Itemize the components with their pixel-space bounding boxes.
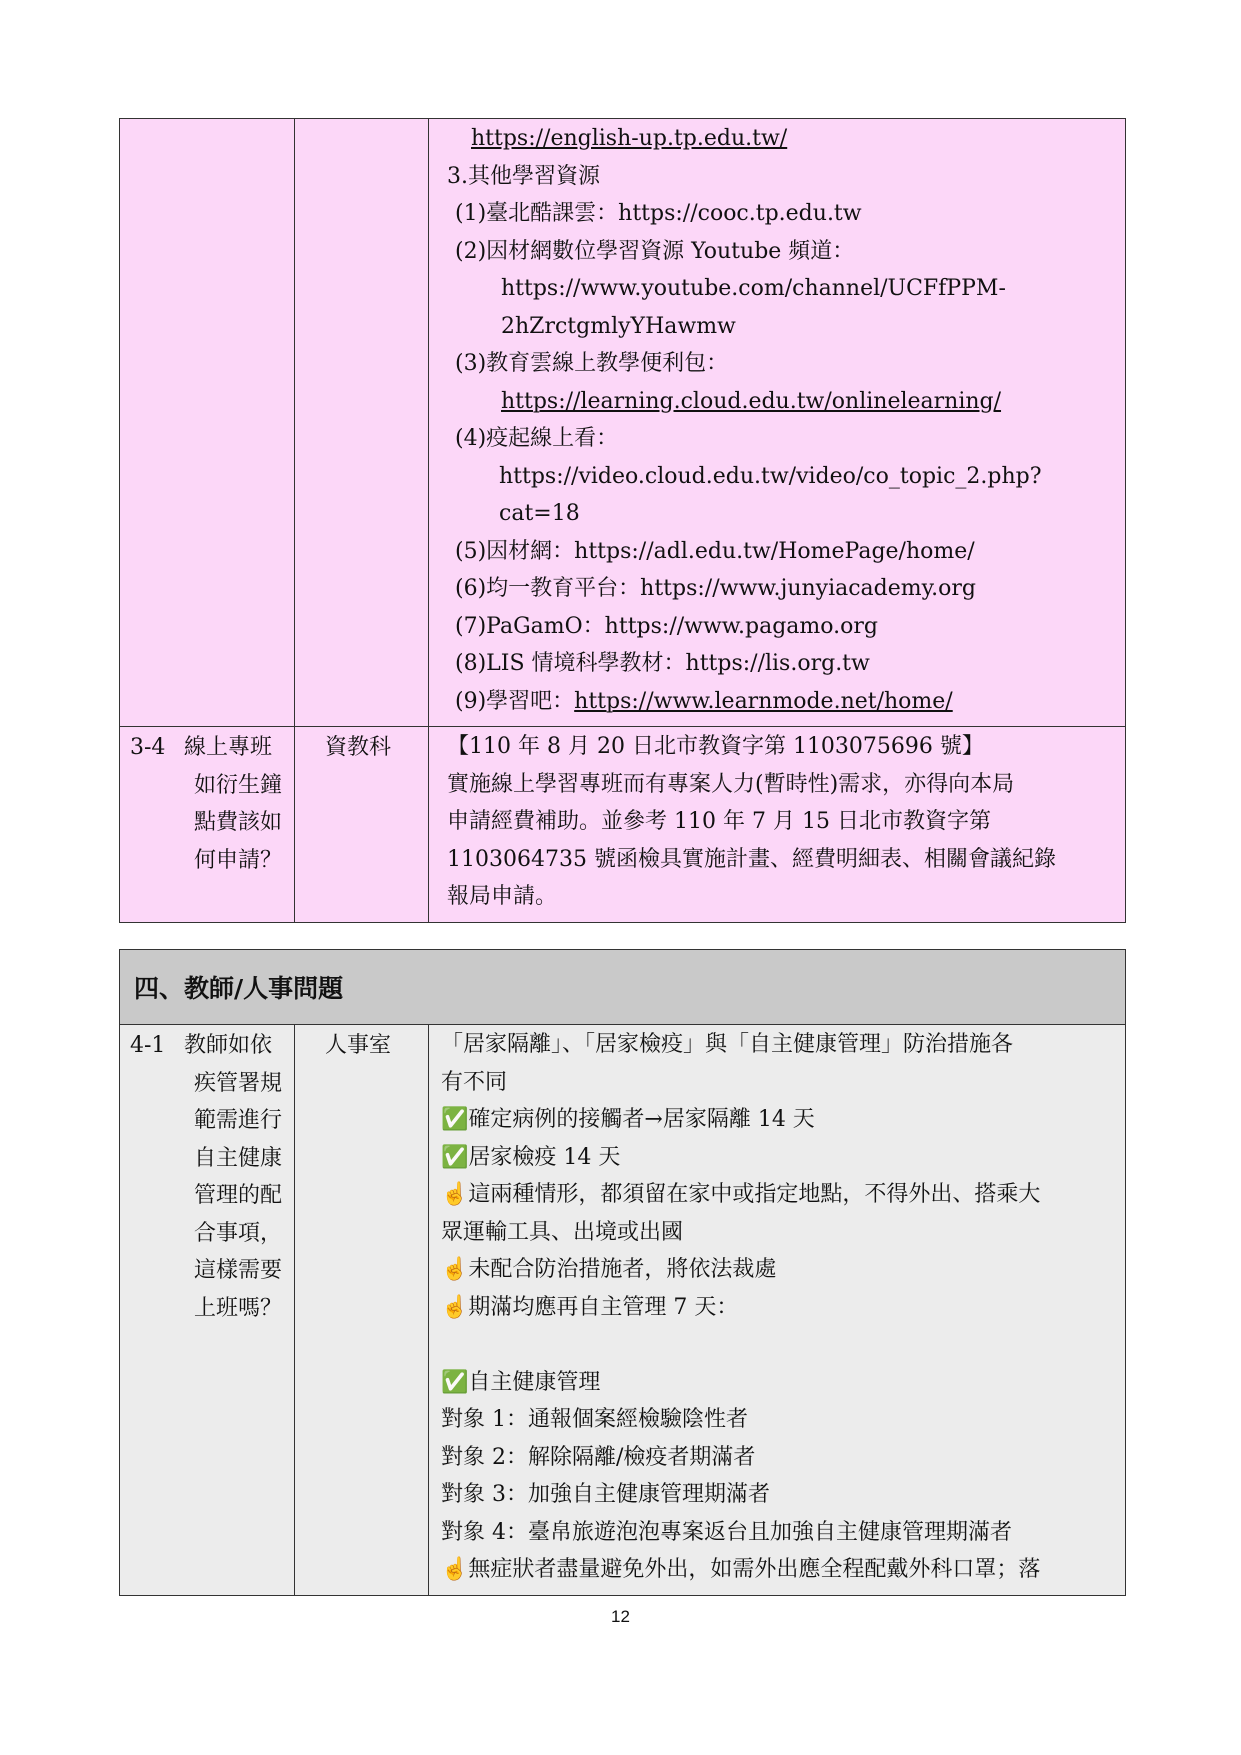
question-text: 點費該如 xyxy=(194,810,283,835)
list-item xyxy=(447,683,1119,721)
list-item: (3)教育雲線上教學便利包： xyxy=(455,351,729,376)
dept-cell xyxy=(295,1025,429,1596)
section-header-row xyxy=(120,950,1126,1025)
dept-name: 人事室 xyxy=(325,1033,392,1058)
question-text: 這樣需要 xyxy=(194,1258,283,1283)
list-item: https://www.youtube.com/channel/UCFfPPM- xyxy=(501,276,1006,301)
answer-line: 對象 4：臺帛旅遊泡泡專案返台且加強自主健康管理期滿者 xyxy=(441,1519,1012,1545)
question-cell-empty xyxy=(120,119,295,727)
list-item: 3.其他學習資源 xyxy=(447,163,600,189)
list-item: (4)疫起線上看： xyxy=(455,426,619,451)
question-number: 3-4 xyxy=(130,735,166,760)
question-first-line xyxy=(130,729,294,767)
blank-line xyxy=(441,1326,1119,1364)
answer-line: 對象 2：解除隔離/檢疫者期滿者 xyxy=(441,1444,756,1470)
answer-line: 眾運輸工具、出境或出國 xyxy=(441,1219,684,1245)
question-text: 範需進行 xyxy=(194,1108,283,1133)
list-item: (8)LIS 情境科學教材：https://lis.org.tw xyxy=(455,651,870,676)
answer-line: 有不同 xyxy=(441,1069,508,1095)
answer-line: 「居家隔離」、「居家檢疫」與「自主健康管理」防治措施各 xyxy=(441,1032,1014,1057)
answer-line: 實施線上學習專班而有專案人力(暫時性)需求，亦得向本局 xyxy=(447,771,1015,797)
question-first-line xyxy=(130,1027,294,1065)
link-learnmode[interactable]: https://www.learnmode.net/home/ xyxy=(574,688,953,714)
answer-line: ☝這兩種情形，都須留在家中或指定地點，不得外出、搭乘大 xyxy=(441,1182,1041,1207)
question-text: 何申請？ xyxy=(194,847,283,873)
answer-line: ✅居家檢疫 14 天 xyxy=(441,1144,621,1170)
table-continued xyxy=(119,118,1126,923)
question-text: 疾管署規 xyxy=(194,1070,283,1096)
link-onlinelearning[interactable]: https://learning.cloud.edu.tw/onlinelearning/ xyxy=(501,388,1002,414)
list-item: (2)因材網數位學習資源 Youtube 頻道： xyxy=(455,238,855,264)
answer-cell xyxy=(429,119,1126,727)
question-text: 合事項， xyxy=(194,1220,283,1246)
page-number: 12 xyxy=(611,1607,630,1626)
question-text: 自主健康 xyxy=(194,1145,283,1171)
question-cell xyxy=(120,1025,295,1596)
list-item: (5)因材網：https://adl.edu.tw/HomePage/home/ xyxy=(455,538,975,564)
question-number: 4-1 xyxy=(130,1033,166,1058)
table-row xyxy=(120,1025,1126,1596)
dept-name: 資教科 xyxy=(325,735,392,760)
table-row xyxy=(120,727,1126,923)
dept-cell-empty xyxy=(295,119,429,727)
answer-line: 報局申請。 xyxy=(447,884,558,909)
section-header: 四、教師/人事問題 xyxy=(120,950,1126,1025)
answer-line: ✅自主健康管理 xyxy=(441,1369,601,1395)
list-item: (6)均一教育平台：https://www.junyiacademy.org xyxy=(455,576,976,601)
list-item: cat=18 xyxy=(499,501,580,526)
question-cell xyxy=(120,727,295,923)
answer-line: ☝無症狀者盡量避免外出，如需外出應全程配戴外科口罩；落 xyxy=(441,1557,1041,1582)
question-text: 如衍生鐘 xyxy=(194,772,283,798)
list-item: 2hZrctgmlyYHawmw xyxy=(501,313,736,339)
answer-line: 1103064735 號函檢具實施計畫、經費明細表、相關會議紀錄 xyxy=(447,846,1056,872)
answer-line: ☝期滿均應再自主管理 7 天： xyxy=(441,1294,739,1320)
answer-cell xyxy=(429,727,1126,923)
dept-cell xyxy=(295,727,429,923)
link-english-up[interactable]: https://english-up.tp.edu.tw/ xyxy=(471,126,788,151)
answer-line: 對象 3：加強自主健康管理期滿者 xyxy=(441,1482,770,1507)
answer-line: 【110 年 8 月 20 日北市教資字第 1103075696 號】 xyxy=(447,734,984,759)
question-text: 教師如依 xyxy=(184,1033,273,1058)
question-text: 線上專班 xyxy=(184,735,273,760)
list-item: (1)臺北酷課雲：https://cooc.tp.edu.tw xyxy=(455,201,862,226)
list-item: (7)PaGamO：https://www.pagamo.org xyxy=(455,613,878,639)
list-item: https://video.cloud.edu.tw/video/co_topic_2.php? xyxy=(499,463,1042,489)
question-text: 管理的配 xyxy=(194,1183,283,1208)
answer-cell xyxy=(429,1025,1126,1596)
table-teacher-personnel xyxy=(119,949,1126,1596)
answer-line: 申請經費補助。並參考 110 年 7 月 15 日北市教資字第 xyxy=(447,809,991,834)
answer-line: ☝未配合防治措施者，將依法裁處 xyxy=(441,1257,777,1282)
answer-line: 對象 1：通報個案經檢驗陰性者 xyxy=(441,1407,748,1432)
answer-line: ✅確定病例的接觸者→居家隔離 14 天 xyxy=(441,1107,815,1132)
table-row xyxy=(120,119,1126,727)
question-text: 上班嗎？ xyxy=(194,1295,283,1321)
list-item-prefix: (9)學習吧： xyxy=(455,688,575,714)
